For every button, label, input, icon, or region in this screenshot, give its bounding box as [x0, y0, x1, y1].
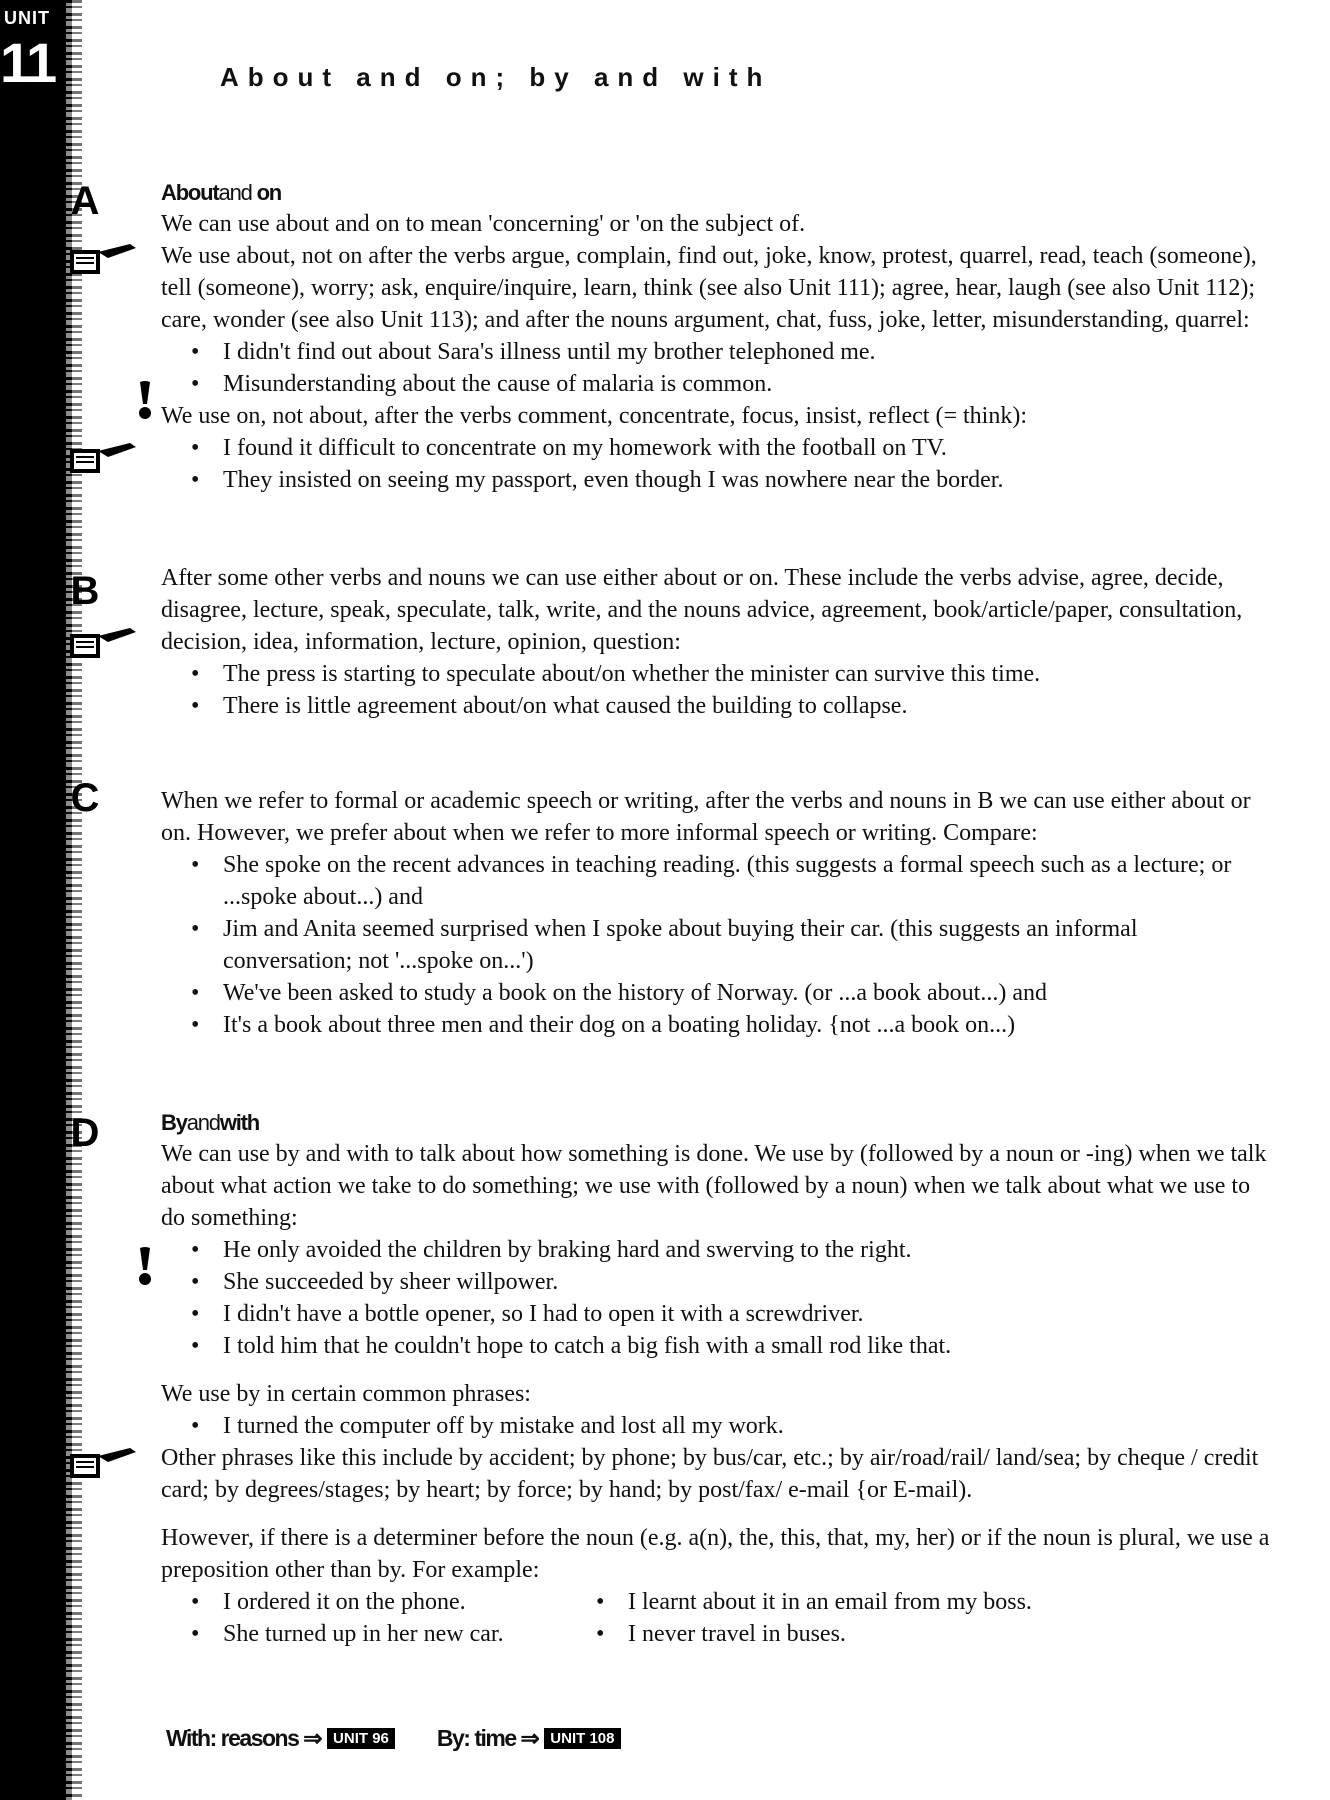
list-item: • I turned the computer off by mistake and lost all my work.: [161, 1410, 1271, 1442]
cross-ref-by-badge[interactable]: UNIT 108: [544, 1728, 620, 1749]
section-d: [161, 1108, 1271, 1650]
unit-label: UNIT: [4, 8, 50, 28]
paragraph: Other phrases like this include by accident; by phone; by bus/car, etc.; by air/road/rail/ land/sea; by cheque / credit card; by degrees/stages; by heart; by force; by hand; by post/fax/ e-mail {or E-mail).: [161, 1445, 1259, 1503]
section-letter-d: D: [70, 1111, 100, 1155]
list-item: • They insisted on seeing my passport, even though I was nowhere near the border.: [161, 464, 1271, 496]
paragraph: After some other verbs and nouns we can use either about or on. These include the verbs advise, agree, decide, disagree, lecture, speak, speculate, talk, write, and the nouns advice, agreement, book/article/paper, consultation, decision, idea, information, lecture, opinion, question:: [161, 565, 1243, 655]
exclamation-icon: [134, 1246, 156, 1286]
list-item: • We've been asked to study a book on the history of Norway. (or ...a book about...) and: [161, 977, 1271, 1009]
example-list: [161, 1586, 566, 1650]
cross-ref-by-label: By: time ⇒: [436, 1725, 539, 1751]
paragraph: However, if there is a determiner before the noun (e.g. a(n), the, this, that, my, her) or if the noun is plural, we use a preposition other than by. For example:: [161, 1525, 1270, 1583]
example-list: [161, 1234, 1271, 1362]
example-list: [161, 1410, 1271, 1442]
list-item: • I ordered it on the phone.: [161, 1586, 566, 1618]
list-item: • I never travel in buses.: [566, 1618, 1032, 1650]
example-list: [161, 432, 1271, 496]
page-edge-scan: [0, 0, 72, 1800]
list-item: • It's a book about three men and their dog on a boating holiday. {not ...a book on...): [161, 1009, 1271, 1041]
list-item: • I told him that he couldn't hope to catch a big fish with a small rod like that.: [161, 1330, 1271, 1362]
list-item: • I didn't find out about Sara's illness until my brother telephoned me.: [161, 336, 1271, 368]
list-item: • There is little agreement about/on what caused the building to collapse.: [161, 690, 1271, 722]
cross-ref-with-badge[interactable]: UNIT 96: [327, 1728, 395, 1749]
list-item: • She succeeded by sheer willpower.: [161, 1266, 1271, 1298]
paragraph: We can use about and on to mean 'concerning' or 'on the subject of.: [161, 211, 806, 237]
section-letter-a: A: [70, 179, 100, 223]
section-heading-a: Aboutand on: [161, 180, 282, 205]
example-list: [161, 658, 1271, 722]
example-list: [161, 336, 1271, 400]
list-item: • She turned up in her new car.: [161, 1618, 566, 1650]
paragraph: We use about, not on after the verbs argue, complain, find out, joke, know, protest, quarrel, read, teach (someone), tell (someone), worry; ask, enquire/inquire, learn, think (see also Unit 111); agree, hear, laugh (see also Unit 112); care, wonder (see also Unit 113); and after the nouns argument, chat, fuss, joke, letter, misunderstanding, quarrel:: [161, 243, 1257, 333]
cross-ref-with-label: With: reasons ⇒: [166, 1725, 322, 1751]
section-letter-c: C: [70, 776, 100, 820]
example-columns: [161, 1586, 1271, 1650]
section-c: [161, 785, 1271, 1041]
paragraph: We use by in certain common phrases:: [161, 1381, 531, 1407]
pointing-hand-icon: [68, 242, 138, 276]
example-list: [161, 849, 1271, 1041]
section-heading-d: Byandwith: [161, 1110, 260, 1135]
page-title: About and on; by and with: [220, 62, 772, 92]
exclamation-icon: [134, 380, 156, 420]
list-item: • She spoke on the recent advances in teaching reading. (this suggests a formal speech such as a lecture; or ...spoke about...) and: [161, 849, 1271, 913]
pointing-hand-icon: [68, 1446, 138, 1480]
pointing-hand-icon: [68, 626, 138, 660]
paragraph: When we refer to formal or academic speech or writing, after the verbs and nouns in B we can use either about or on. However, we prefer about when we refer to more informal speech or writing. Compare:: [161, 788, 1251, 846]
paragraph: We use on, not about, after the verbs comment, concentrate, focus, insist, reflect (= think):: [161, 403, 1027, 429]
footer-cross-references: [166, 1725, 663, 1752]
list-item: • The press is starting to speculate about/on whether the minister can survive this time.: [161, 658, 1271, 690]
example-list: [566, 1586, 1032, 1650]
section-a: [161, 178, 1271, 496]
list-item: • I didn't have a bottle opener, so I had to open it with a screwdriver.: [161, 1298, 1271, 1330]
list-item: • I learnt about it in an email from my boss.: [566, 1586, 1032, 1618]
unit-number: 11: [0, 31, 56, 94]
list-item: • Jim and Anita seemed surprised when I spoke about buying their car. (this suggests an informal conversation; not '...spoke on...'): [161, 913, 1271, 977]
section-b: [161, 562, 1271, 722]
paragraph: We can use by and with to talk about how something is done. We use by (followed by a noun or -ing) when we talk about what action we take to do something; we use with (followed by a noun) when we talk about what we use to do something:: [161, 1141, 1267, 1231]
list-item: • He only avoided the children by braking hard and swerving to the right.: [161, 1234, 1271, 1266]
section-letter-b: B: [70, 569, 100, 613]
pointing-hand-icon: [68, 441, 138, 475]
list-item: • I found it difficult to concentrate on my homework with the football on TV.: [161, 432, 1271, 464]
list-item: • Misunderstanding about the cause of malaria is common.: [161, 368, 1271, 400]
